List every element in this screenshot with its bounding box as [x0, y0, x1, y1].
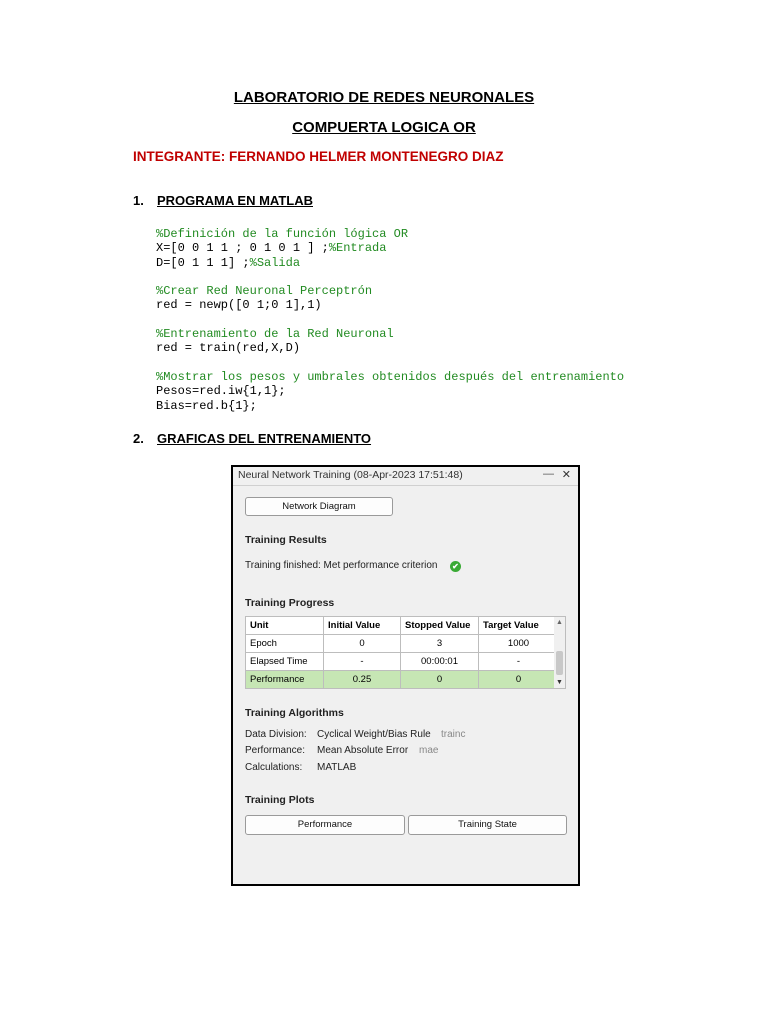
scroll-down-icon[interactable]: ▼	[556, 679, 563, 686]
table-cell: 3	[401, 635, 479, 653]
calculations-label: Calculations:	[245, 762, 303, 773]
table-cell: -	[324, 653, 401, 671]
table-cell: 1000	[479, 635, 559, 653]
code-comment: %Mostrar los pesos y umbrales obtenidos después del entrenamiento	[156, 369, 625, 384]
table-row[interactable]	[246, 635, 559, 653]
performance-value: Mean Absolute Error	[317, 745, 409, 756]
data-division-value: Cyclical Weight/Bias Rule	[317, 729, 431, 740]
nn-training-window	[231, 465, 580, 886]
performance-plot-button[interactable]: Performance	[245, 815, 405, 835]
doc-subtitle: COMPUERTA LOGICA OR	[292, 119, 476, 136]
table-cell: 0	[401, 671, 479, 689]
code-comment: %Entrada	[328, 241, 387, 256]
table-cell: Performance	[246, 671, 324, 689]
table-cell: 00:00:01	[401, 653, 479, 671]
table-cell: Elapsed Time	[246, 653, 324, 671]
scroll-up-icon[interactable]: ▲	[556, 619, 563, 626]
table-header-row	[246, 617, 559, 635]
performance-label: Performance:	[245, 745, 306, 756]
data-division-label: Data Division:	[245, 729, 307, 740]
calculations-value: MATLAB	[317, 762, 357, 773]
training-algorithms-heading: Training Algorithms	[245, 707, 344, 719]
training-progress-heading: Training Progress	[245, 597, 335, 609]
code-comment: %Salida	[249, 255, 301, 270]
section-2-heading	[133, 431, 371, 446]
training-plots-heading: Training Plots	[245, 794, 315, 806]
column-header: Unit	[246, 617, 324, 635]
section-2-number: 2.	[133, 431, 144, 446]
code-line: Pesos=red.iw{1,1};	[156, 384, 286, 399]
window-title: Neural Network Training (08-Apr-2023 17:51:48)	[238, 469, 463, 481]
section-2-title: GRAFICAS DEL ENTRENAMIENTO	[157, 431, 372, 446]
column-header: Stopped Value	[401, 617, 479, 635]
integrante-label: INTEGRANTE: FERNANDO HELMER MONTENEGRO DIAZ	[133, 149, 504, 164]
table-cell: -	[479, 653, 559, 671]
column-header: Initial Value	[324, 617, 401, 635]
training-progress-table	[245, 616, 559, 689]
minimize-icon[interactable]: —	[543, 468, 554, 480]
check-icon: ✔	[450, 561, 461, 572]
code-line: D=[0 1 1 1] ;	[156, 255, 250, 270]
code-comment: %Crear Red Neuronal Perceptrón	[156, 284, 373, 299]
matlab-code-block	[156, 227, 624, 413]
data-division-fn: trainc	[441, 729, 466, 740]
table-cell: Epoch	[246, 635, 324, 653]
section-1-number: 1.	[133, 193, 144, 208]
section-1-heading	[133, 193, 313, 208]
code-line: Bias=red.b{1};	[156, 398, 257, 413]
doc-title: LABORATORIO DE REDES NEURONALES	[233, 89, 535, 106]
training-results-heading: Training Results	[245, 534, 327, 546]
scroll-thumb[interactable]	[556, 651, 563, 675]
column-header: Target Value	[479, 617, 559, 635]
code-line: X=[0 0 1 1 ; 0 1 0 1 ] ;	[156, 241, 329, 256]
table-cell: 0	[479, 671, 559, 689]
code-line: red = train(red,X,D)	[156, 341, 301, 356]
table-cell: 0	[324, 635, 401, 653]
close-icon[interactable]: ✕	[561, 469, 571, 481]
section-1-title: PROGRAMA EN MATLAB	[157, 193, 313, 208]
table-row-highlighted[interactable]	[246, 671, 559, 689]
training-results-text: Training finished: Met performance criterion	[245, 560, 438, 571]
code-comment: %Definición de la función lógica OR	[156, 227, 409, 241]
table-scrollbar[interactable]	[554, 616, 566, 689]
window-titlebar[interactable]	[233, 467, 578, 486]
training-state-button[interactable]: Training State	[408, 815, 567, 835]
table-cell: 0.25	[324, 671, 401, 689]
code-line: red = newp([0 1;0 1],1)	[156, 298, 322, 313]
code-comment: %Entrenamiento de la Red Neuronal	[156, 327, 394, 342]
performance-fn: mae	[419, 745, 439, 756]
network-diagram-button[interactable]: Network Diagram	[245, 497, 393, 516]
table-row[interactable]	[246, 653, 559, 671]
